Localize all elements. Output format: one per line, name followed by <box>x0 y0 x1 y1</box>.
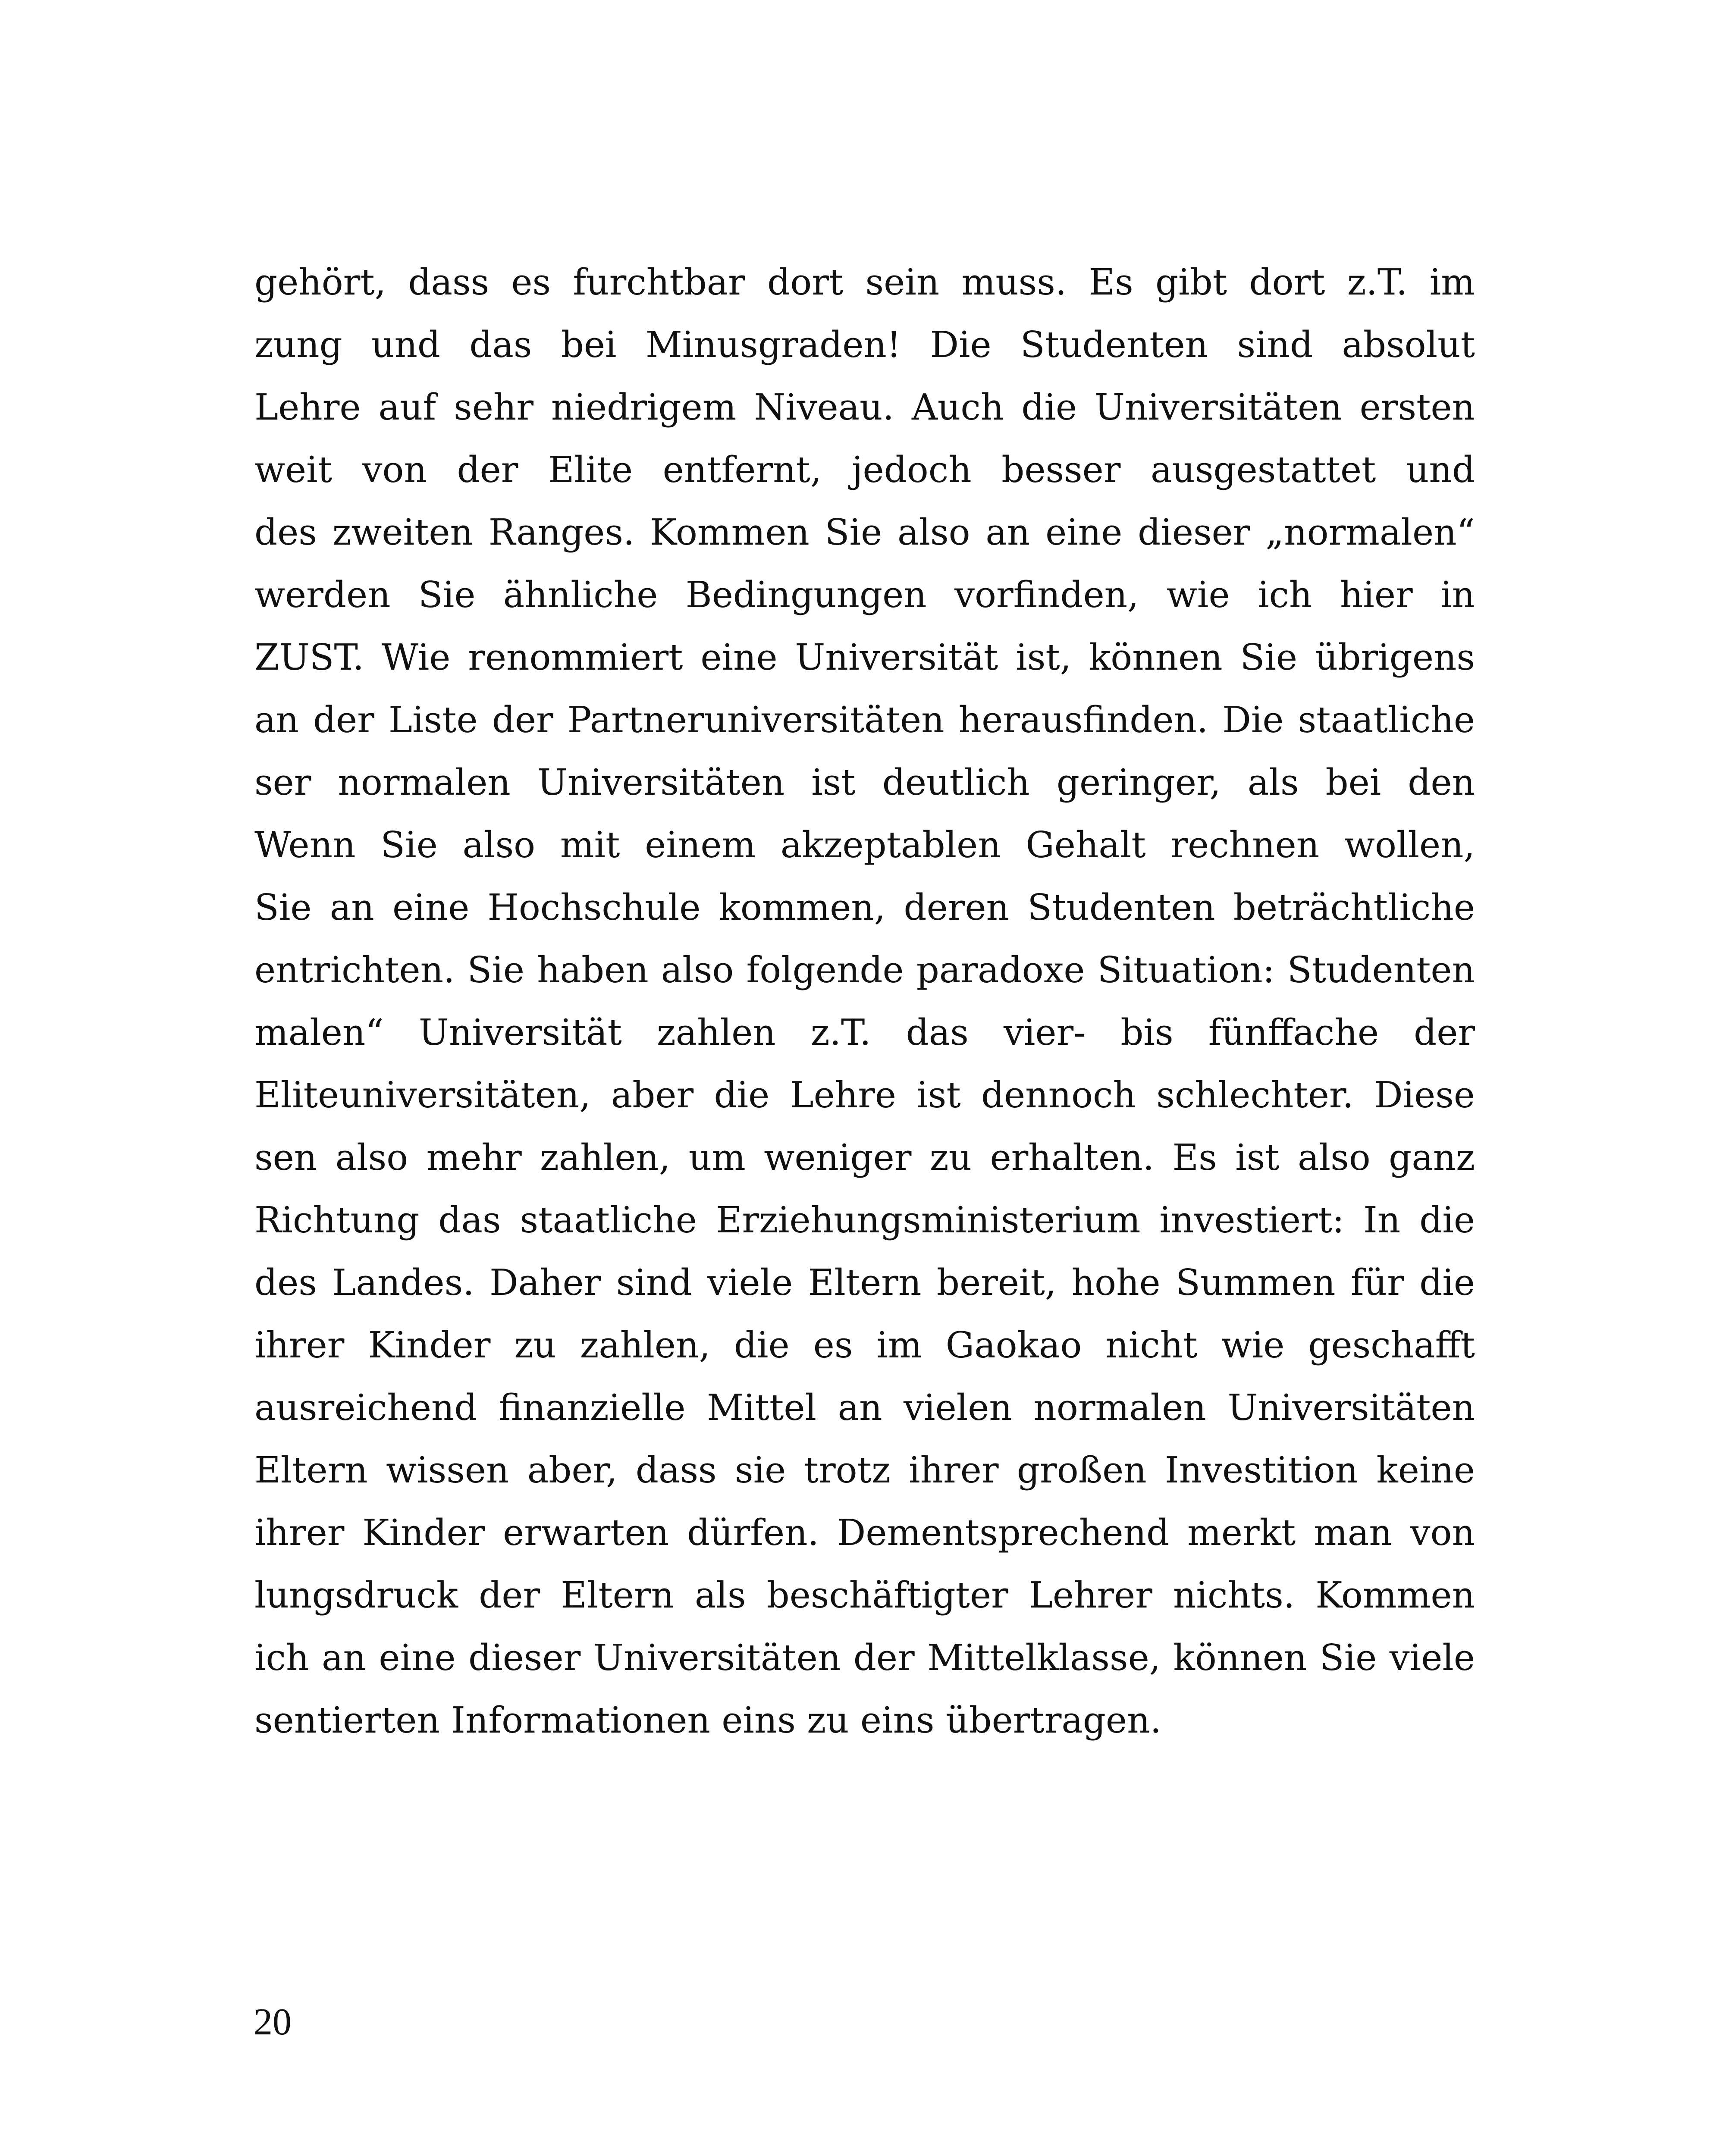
page-number: 20 <box>254 2001 292 2043</box>
text-line: sen also mehr zahlen, um weniger zu erhalten. Es ist also ganz <box>254 1137 1475 1178</box>
text-line: Richtung das staatliche Erziehungsministerium investiert: In die <box>254 1199 1475 1241</box>
text-line: Wenn Sie also mit einem akzeptablen Gehalt rechnen wollen, <box>254 824 1475 866</box>
text-line: Eliteuniversitäten, aber die Lehre ist dennoch schlechter. Diese <box>254 1074 1475 1116</box>
text-line: ausreichend finanzielle Mittel an vielen normalen Universitäten <box>254 1387 1475 1429</box>
text-line: ihrer Kinder erwarten dürfen. Dementsprechend merkt man von <box>254 1512 1475 1554</box>
text-line: zung und das bei Minusgraden! Die Studenten sind absolut <box>254 324 1475 366</box>
text-line: lungsdruck der Eltern als beschäftigter Lehrer nichts. Kommen <box>254 1574 1475 1616</box>
text-line: an der Liste der Partneruniversitäten herausfinden. Die staatliche <box>254 699 1475 741</box>
body-paragraph <box>254 251 1475 1752</box>
text-line: gehört, dass es furchtbar dort sein muss. Es gibt dort z.T. im <box>254 261 1475 303</box>
text-line: des zweiten Ranges. Kommen Sie also an eine dieser „normalen“ <box>254 511 1475 553</box>
text-line: Sie an eine Hochschule kommen, deren Studenten beträchtliche <box>254 887 1475 928</box>
text-line: Eltern wissen aber, dass sie trotz ihrer großen Investition keine <box>254 1449 1475 1491</box>
text-line: des Landes. Daher sind viele Eltern bereit, hohe Summen für die <box>254 1262 1475 1304</box>
text-line: Lehre auf sehr niedrigem Niveau. Auch die Universitäten ersten <box>254 386 1475 428</box>
text-line: weit von der Elite entfernt, jedoch besser ausgestattet und <box>254 449 1475 491</box>
text-line-last: sentierten Informationen eins zu eins übertragen. <box>254 1699 1162 1741</box>
text-line: werden Sie ähnliche Bedingungen vorfinden, wie ich hier in <box>254 574 1475 616</box>
text-line: ich an eine dieser Universitäten der Mittelklasse, können Sie viele <box>254 1637 1475 1679</box>
text-line: ZUST. Wie renommiert eine Universität ist, können Sie übrigens <box>254 636 1475 678</box>
text-line: entrichten. Sie haben also folgende paradoxe Situation: Studenten <box>254 949 1475 991</box>
text-line: ihrer Kinder zu zahlen, die es im Gaokao nicht wie geschafft <box>254 1324 1475 1366</box>
text-line: ser normalen Universitäten ist deutlich geringer, als bei den <box>254 761 1475 803</box>
text-line: malen“ Universität zahlen z.T. das vier- bis fünffache der <box>254 1012 1475 1053</box>
